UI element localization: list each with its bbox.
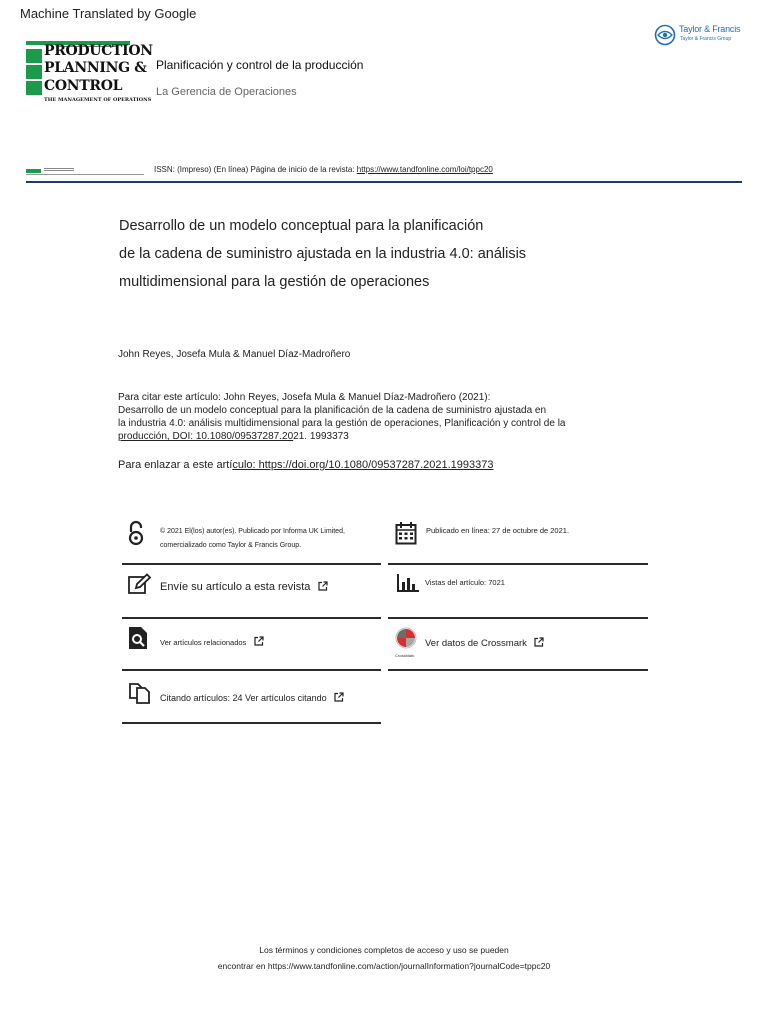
article-link-line: [118, 459, 494, 471]
logo-line-2: PLANNING &: [44, 60, 147, 76]
article-views: Vistas del artículo: 7021: [425, 578, 505, 587]
submit-article-label: Envíe su artículo a esta revista: [160, 581, 311, 593]
article-title-line: de la cadena de suministro ajustada en la industria 4.0: análisis: [119, 246, 527, 262]
external-link-icon: [334, 692, 344, 702]
crossmark-badge-label: CrossMark: [395, 653, 415, 658]
logo-green-band: [26, 81, 42, 95]
edit-icon: [128, 573, 152, 595]
box-divider: [122, 722, 381, 724]
external-link-icon: [318, 581, 328, 591]
publisher-logo-icon: [654, 24, 676, 46]
article-title: [119, 212, 589, 296]
publisher-group: Taylor & Francis Group: [680, 36, 732, 42]
publisher-name: Taylor & Francis: [679, 24, 741, 34]
crossmark-badge: [395, 627, 419, 658]
article-link-prefix: Para enlazar a este artí: [118, 459, 233, 471]
divider: [26, 174, 144, 175]
citing-articles-link[interactable]: [160, 688, 344, 706]
logo-subtitle: THE MANAGEMENT OF OPERATIONS: [44, 97, 152, 103]
issn-text: ISSN: (Impreso) (En línea) Página de inicio de la revista:: [154, 165, 357, 174]
journal-subtitle: La Gerencia de Operaciones: [156, 86, 297, 98]
publisher-logo: [654, 22, 758, 48]
citation-line: Para citar este artículo: John Reyes, Josefa Mula & Manuel Díaz-Madroñero (2021):: [118, 392, 491, 403]
footer-line-2: encontrar en https://www.tandfonline.com/action/journalInformation?journalCode=tppc20: [217, 961, 551, 971]
license-text: © 2021 El(los) autor(es). Publicado por Informa UK Limited, comercializado como Taylor & Francis Group.: [160, 528, 345, 549]
header-rule: [26, 181, 144, 183]
box-divider: [388, 563, 648, 565]
citation-block: [118, 391, 618, 443]
crossmark-label: Ver datos de Crossmark: [425, 638, 527, 649]
calendar-icon: [395, 521, 417, 545]
box-divider: [122, 617, 381, 619]
journal-homepage-link[interactable]: https://www.tandfonline.com/loi/tppc20: [356, 165, 493, 174]
box-divider: [388, 617, 648, 619]
machine-translated-label: Machine Translated by Google: [20, 6, 197, 21]
issn-line: [154, 165, 493, 174]
bar-chart-icon: [396, 573, 420, 593]
article-authors: John Reyes, Josefa Mula & Manuel Díaz-Madroñero: [118, 349, 351, 360]
external-link-icon: [534, 637, 544, 647]
logo-green-band: [26, 65, 42, 79]
citing-articles-label: Citando artículos: 24 Ver artículos citando: [160, 693, 327, 703]
box-divider: [122, 669, 381, 671]
citation-line-rest: 21. 1993373: [293, 431, 349, 442]
logo-green-band: [26, 49, 42, 63]
footer-line-1: Los términos y condiciones completos de acceso y uso se pueden: [259, 945, 509, 955]
logo-line-3: CONTROL: [44, 78, 123, 94]
article-doi-link[interactable]: culo: https://doi.org/10.1080/09537287.2021.1993373: [232, 459, 494, 471]
citation-line: la industria 4.0: análisis multidimensional para la gestión de operaciones, Planificación y control de la: [118, 418, 566, 429]
journal-title: Planificación y control de la producción: [156, 58, 364, 72]
published-date: Publicado en línea: 27 de octubre de 2021.: [426, 526, 570, 535]
related-articles-link[interactable]: [160, 632, 264, 650]
submit-article-link[interactable]: [160, 577, 328, 595]
box-divider: [388, 669, 648, 671]
open-access-icon: [127, 520, 145, 546]
header-rule: [144, 181, 742, 183]
journal-logo: [26, 41, 153, 105]
crossmark-icon: [395, 627, 417, 649]
related-search-icon: [128, 626, 150, 650]
article-title-line: Desarrollo de un modelo conceptual para la planificación: [119, 218, 484, 234]
external-link-icon: [254, 636, 264, 646]
related-articles-label: Ver artículos relacionados: [160, 638, 247, 647]
logo-line-1: PRODUCTION: [44, 43, 153, 59]
citation-line: Desarrollo de un modelo conceptual para la planificación de la cadena de suministro ajustada en: [118, 405, 547, 416]
box-divider: [122, 563, 381, 565]
citation-doi-link[interactable]: producción, DOI: 10.1080/09537287.20: [118, 431, 294, 442]
citing-articles-icon: [128, 680, 152, 704]
article-title-line: multidimensional para la gestión de operaciones: [119, 274, 430, 290]
crossmark-link[interactable]: [425, 633, 544, 651]
